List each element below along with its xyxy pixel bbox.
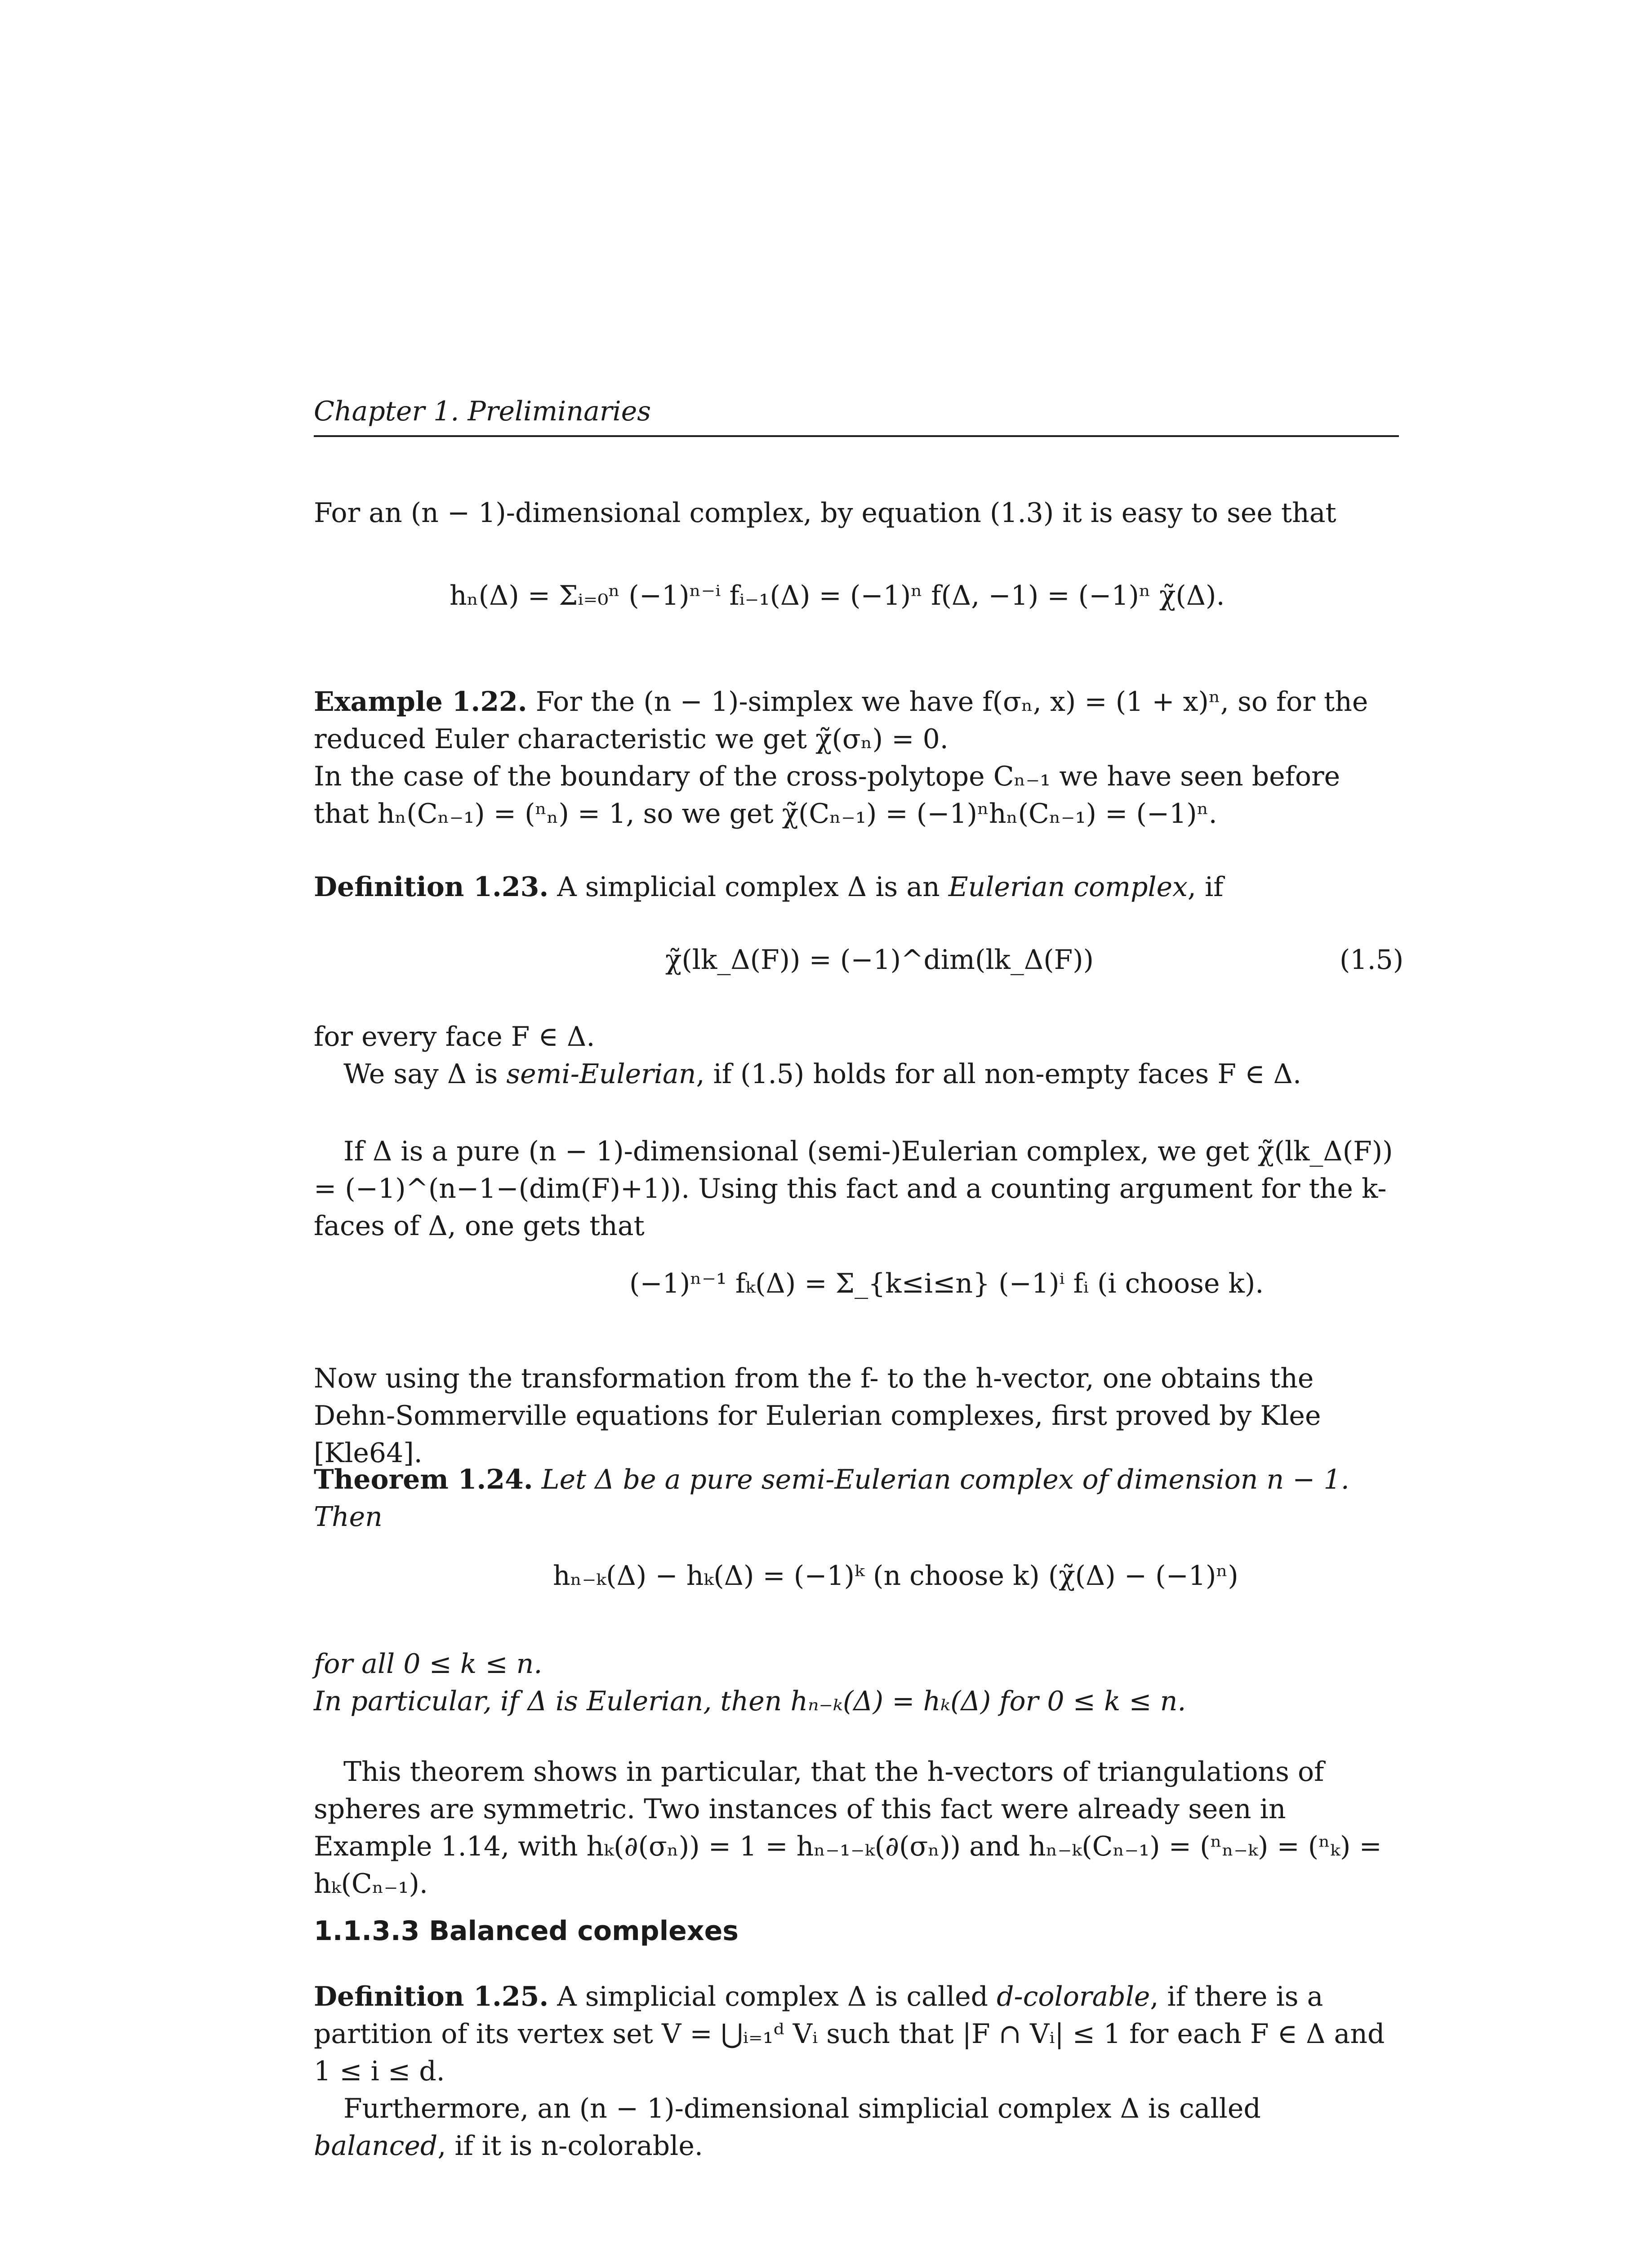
definition-label: Definition 1.23. xyxy=(314,871,549,903)
semi-eulerian-text: We say Δ is xyxy=(343,1058,507,1090)
definition-text-end: , if xyxy=(1187,871,1224,903)
equation-h-vector: hₙ(Δ) = Σᵢ₌₀ⁿ (−1)ⁿ⁻ⁱ fᵢ₋₁(Δ) = (−1)ⁿ f(Δ, −1) = (−1)ⁿ χ̃(Δ). xyxy=(450,580,1225,611)
theorem-range: for all 0 ≤ k ≤ n. xyxy=(314,1648,543,1680)
pure-complex-paragraph: If Δ is a pure (n − 1)-dimensional (semi-)Eulerian complex, we get χ̃(lk_Δ(F)) = (−1)^(n−1−(dim(F)+1)). Using this fact and a counting argument for the k-faces of Δ, one gets that xyxy=(314,1136,1393,1242)
dehn-sommerville-paragraph: Now using the transformation from the f- to the h-vector, one obtains the Dehn-Sommerville equations for Eulerian complexes, first proved by Klee [Kle64]. xyxy=(314,1363,1321,1469)
theorem-1-24 xyxy=(314,1461,1399,1536)
example-1-22 xyxy=(314,683,1399,833)
equation-counting: (−1)ⁿ⁻¹ fₖ(Δ) = Σ_{k≤i≤n} (−1)ⁱ fᵢ (i choose k). xyxy=(629,1268,1264,1299)
theorem-label: Theorem 1.24. xyxy=(314,1464,533,1495)
theorem-eulerian-case: In particular, if Δ is Eulerian, then hₙ₋ₖ(Δ) = hₖ(Δ) for 0 ≤ k ≤ n. xyxy=(314,1686,1186,1717)
balanced-text: Furthermore, an (n − 1)-dimensional simplicial complex Δ is called xyxy=(343,2093,1261,2124)
example-line-1: For the (n − 1)-simplex we have f(σₙ, x) = (1 + x)ⁿ, so for the reduced Euler characteristic we get χ̃(σₙ) = 0. xyxy=(314,686,1368,755)
symmetry-paragraph: This theorem shows in particular, that the h-vectors of triangulations of spheres are symmetric. Two instances of this fact were already seen in Example 1.14, with hₖ(∂(σₙ)) = 1 = hₙ₋₁₋ₖ(∂(σₙ)) and hₙ₋ₖ(Cₙ₋₁) = (ⁿₙ₋ₖ) = (ⁿₖ) = hₖ(Cₙ₋₁). xyxy=(314,1756,1382,1900)
definition-term: Eulerian complex xyxy=(948,871,1188,903)
theorem-conditions xyxy=(314,1646,1399,1720)
definition-125-text-end: , if there is a partition of its vertex set V = ⋃ᵢ₌₁ᵈ Vᵢ such that |F ∩ Vᵢ| ≤ 1 for each F ∈ Δ and 1 ≤ i ≤ d. xyxy=(314,1981,1385,2087)
definition-1-23 xyxy=(314,869,1399,906)
semi-eulerian-term: semi-Eulerian xyxy=(506,1058,696,1090)
running-header: Chapter 1. Preliminaries xyxy=(314,396,651,427)
equation-number: (1.5) xyxy=(1340,944,1404,976)
definition-1-25 xyxy=(314,1978,1399,2165)
example-line-2: In the case of the boundary of the cross-polytope Cₙ₋₁ we have seen before that hₙ(Cₙ₋₁) = (ⁿₙ) = 1, so we get χ̃(Cₙ₋₁) = (−1)ⁿhₙ(Cₙ₋₁) = (−1)ⁿ. xyxy=(314,761,1340,830)
intro-paragraph: For an (n − 1)-dimensional complex, by equation (1.3) it is easy to see that xyxy=(314,497,1336,529)
theorem-statement: Let Δ be a pure semi-Eulerian complex of dimension n − 1. Then xyxy=(314,1464,1349,1533)
definition-125-label: Definition 1.25. xyxy=(314,1981,549,2012)
definition-125-text: A simplicial complex Δ is called xyxy=(557,1981,997,2012)
header-rule xyxy=(314,435,1399,437)
section-heading: 1.1.3.3 Balanced complexes xyxy=(314,1915,739,1947)
theorem-equation: hₙ₋ₖ(Δ) − hₖ(Δ) = (−1)ᵏ (n choose k) (χ̃(Δ) − (−1)ⁿ) xyxy=(553,1560,1238,1592)
semi-eulerian-text-end: , if (1.5) holds for all non-empty faces F ∈ Δ. xyxy=(696,1058,1302,1090)
example-label: Example 1.22. xyxy=(314,686,527,718)
balanced-text-end: , if it is n-colorable. xyxy=(437,2130,703,2162)
every-face-line: for every face F ∈ Δ. xyxy=(314,1021,595,1053)
equation-1-5: χ̃(lk_Δ(F)) = (−1)^dim(lk_Δ(F)) xyxy=(665,944,1094,976)
definition-125-term: d-colorable xyxy=(997,1981,1150,2012)
definition-text: A simplicial complex Δ is an xyxy=(557,871,948,903)
balanced-term: balanced xyxy=(314,2130,438,2162)
definition-continuation xyxy=(314,1018,1399,1093)
